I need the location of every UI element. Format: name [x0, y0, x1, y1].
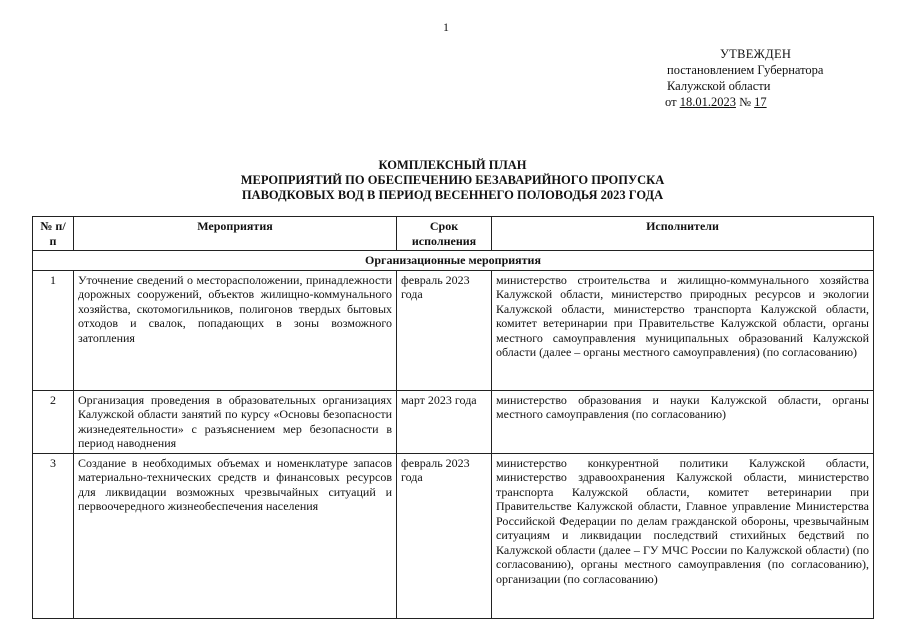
header-deadline: Срок исполнения: [397, 217, 492, 251]
approval-number: 17: [754, 95, 767, 109]
approval-date-prefix: от: [665, 95, 677, 109]
table-row: [33, 270, 874, 390]
row-executors: министерство строительства и жилищно-коммунального хозяйства Калужской области, министерство природных ресурсов и экологии Калужской области, министерство транспорта Калужской области, комитет ветеринарии при Правительстве Калужской области, органы местного самоуправления муниципальных образований Калужской области (далее – органы местного самоуправления) (по согласованию): [492, 270, 874, 390]
table-row: [33, 453, 874, 618]
table-header-row: [33, 217, 874, 251]
row-executors: министерство образования и науки Калужской области, органы местного самоуправления (по согласованию): [492, 390, 874, 453]
row-executors: министерство конкурентной политики Калужской области, министерство здравоохранения Калужской области, министерство транспорта Калужской области, комитет ветеринарии при Правительстве Калужской области, Главное управление Министерства Российской Федерации по делам гражданской обороны, чрезвычайным ситуациям и ликвидации последствий стихийных бедствий по Калужской области (далее – ГУ МЧС России по Калужской области) (по согласованию), органы местного самоуправления (по согласованию), организации (по согласованию): [492, 453, 874, 618]
approval-line-region: Калужской области: [667, 79, 771, 93]
approval-date: 18.01.2023: [679, 95, 736, 109]
title-line-2: МЕРОПРИЯТИЙ ПО ОБЕСПЕЧЕНИЮ БЕЗАВАРИЙНОГО ПРОПУСКА: [240, 173, 665, 187]
approval-number-sign: №: [739, 95, 751, 109]
row-deadline: февраль 2023 года: [397, 270, 492, 390]
header-num: № п/п: [33, 217, 74, 251]
header-executors: Исполнители: [492, 217, 874, 251]
section-title: Организационные мероприятия: [33, 251, 874, 271]
section-row: [33, 251, 874, 271]
title-line-1: КОМПЛЕКСНЫЙ ПЛАН: [378, 158, 527, 172]
document-title: [0, 158, 905, 203]
table-row: [33, 390, 874, 453]
row-activity: Организация проведения в образовательных организациях Калужской области занятий по курсу «Основы безопасности жизнедеятельности» с разъяснением мер безопасности в период наводнения: [74, 390, 397, 453]
page-number: 1: [443, 20, 449, 34]
row-deadline: февраль 2023 года: [397, 453, 492, 618]
title-line-3: ПАВОДКОВЫХ ВОД В ПЕРИОД ВЕСЕННЕГО ПОЛОВОДЬЯ 2023 ГОДА: [241, 188, 664, 202]
row-activity: Уточнение сведений о месторасположении, принадлежности дорожных сооружений, объектов жилищно-коммунального хозяйства, скотомогильников, полигонов твердых бытовых отходов и свалок, попадающих в зоны возможного затопления: [74, 270, 397, 390]
approval-stamp: [665, 46, 823, 110]
row-num: 1: [33, 270, 74, 390]
approval-date-line: [665, 94, 823, 110]
approval-line-decree: постановлением Губернатора: [667, 63, 824, 77]
header-activity: Мероприятия: [74, 217, 397, 251]
row-deadline: март 2023 года: [397, 390, 492, 453]
row-num: 2: [33, 390, 74, 453]
row-num: 3: [33, 453, 74, 618]
approval-title: УТВЕЖДЕН: [720, 47, 792, 61]
row-activity: Создание в необходимых объемах и номенклатуре запасов материально-технических средств и финансовых ресурсов для ликвидации возможных чрезвычайных ситуаций и первоочередного жизнеобеспечения населения: [74, 453, 397, 618]
plan-table: [32, 216, 874, 619]
